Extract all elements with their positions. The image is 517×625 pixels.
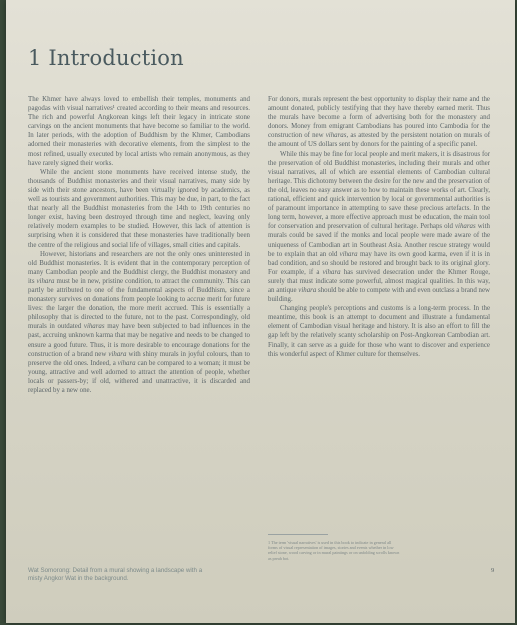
paragraph: While this may be fine for local people and merit makers, it is disastrous for the preservation of old Buddhist monasteries, including their murals and other visual narratives, all of which are essential elements of Cambodian cultural heritage. This dichotomy between the desire for the new and the preservation of the old, leaves no easy answer as to how to maintain these works of art. Clearly, rational, efficient and quick intervention by local or governmental authorities is of paramount importance in attempting to save these precious artefacts. In the long term, however, a more effective approach must be education, the main tool for conservation and preservation of cultural heritage. Perhaps old viharas with murals could be saved if the monks and local people were made aware of the uniqueness of Cambodian art in Southeast Asia. Another rescue strategy would be to explain that an old vihara may have its own good karma, even if it is in bad condition, and so should be restored and brought back to its original glory. For example, if a vihara has survived desecration under the Khmer Rouge, surely that must indicate some powerful, almost magical qualities. In this way, an antique vihara should be able to compete with and even outclass a brand new building.	[268, 150, 490, 304]
footnote-divider	[268, 534, 328, 535]
paragraph: The Khmer have always loved to embellish their temples, monuments and pagodas with visual narratives¹ created according to their means and resources. The rich and powerful Angkorean kings left their legacy in intricate stone carvings on the ancient monuments that have become so familiar to the world. In later periods, with the adoption of Buddhism by the Khmer, Cambodians adorned their monasteries with decorative elements, from the simplest to the most refined, usually executed by local artists who remain anonymous, as they have rarely signed their works.	[28, 96, 250, 167]
paragraph: Changing people's perceptions and customs is a long-term process. In the meantime, this book is an attempt to document and illustrate a fundamental element of Cambodian visual heritage and history. It is also an effort to fill the gap left by the relatively scanty scholarship on Post-Angkorean Cambodian art. Finally, it can serve as a guide for those who want to discover and experience this wonderful aspect of Khmer culture for themselves.	[268, 305, 490, 358]
paragraph: For donors, murals represent the best opportunity to display their name and the amount donated, publicly testifying that they have thereby earned merit. Thus the murals have become a form of advertising both for the monastery and donors. Money from emigrant Cambodians has poured into Cambodia for the construction of new viharas, as attested by the persistent notation on murals of the amount of US dollars sent by donors for the painting of a specific panel.	[268, 96, 491, 149]
book-page	[6, 0, 515, 623]
chapter-title: 1 Introduction	[28, 46, 184, 70]
paragraph: However, historians and researchers are not the only ones uninterested in old Buddhist monasteries. It is evident that in the contemporary perception of many Cambodian people and the Buddhist clergy, the Buddhist monastery and its vihara must be in new, pristine condition, to attract the community. This can partly be attributed to one of the fundamental aspects of Buddhism, since a monastery survives on donations from people looking to accrue merit for future lives: the larger the donation, the more merit accrued. This is essentially a philosophy that is directed to the future, not to the past. Correspondingly, old murals in outdated viharas may have been subjected to bad influences in the past, accruing unknown karma that may be negative and needs to be changed to ensure a good future. Thus, it is more desirable to encourage donations for the construction of a brand new vihara with shiny murals in joyful colours, than to preserve the old ones. Indeed, a vihara can be compared to a woman; it must be young, attractive and well adorned to attract the attention of people, whether locals or passers-by; if old, withered and unattractive, it is discarded and replaced by a new one.	[28, 250, 251, 394]
page-number: 9	[491, 567, 495, 574]
footnote: 1 The term 'visual narratives' is used in this book to indicate in general all forms of visual representation of images, stories and events whether in low relief stone, wood carving or in mural paintings or on unfolding scrolls known as preah bot.	[268, 540, 400, 561]
image-caption: Wat Somorong: Detail from a mural showing a landscape with a misty Angkor Wat in the background.	[28, 567, 203, 582]
paragraph: While the ancient stone monuments have received intense study, the thousands of Buddhist monasteries and their visual narratives, many side by side with their stone ancestors, have been virtually ignored by academics, as well as tourists and government authorities. This may be due, in part, to the fact that nearly all the Buddhist monasteries from the 14th to 19th centuries no longer exist, having been destroyed through time and neglect, leaving only relatively modern examples to be studied. However, this lack of attention is surprising when it is considered that these monasteries have traditionally been the centre of the religious and social life of villages, small cities and capitals.	[28, 168, 250, 249]
left-text-column	[28, 95, 250, 395]
right-text-column	[268, 95, 490, 359]
